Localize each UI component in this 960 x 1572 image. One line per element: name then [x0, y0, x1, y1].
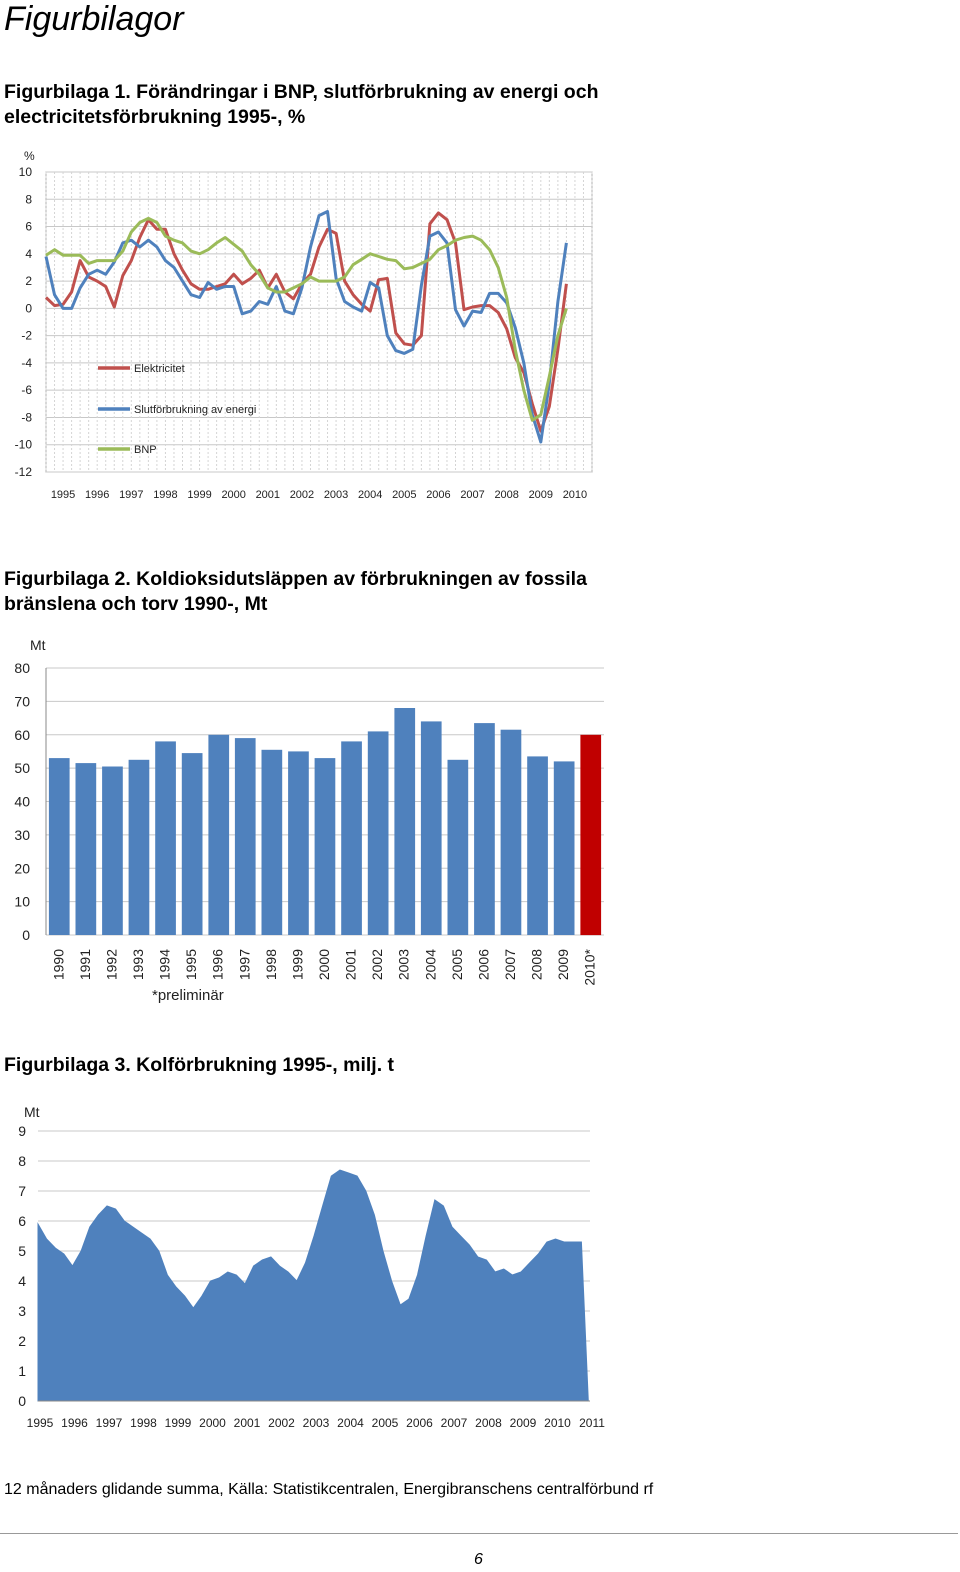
legend-label: Slutförbrukning av energi: [134, 404, 257, 416]
x-tick-label: 1995: [50, 489, 76, 501]
y-tick-label: 4: [18, 1273, 26, 1289]
y-tick-label: 2: [18, 1333, 26, 1349]
y-tick-label: -4: [21, 355, 32, 370]
figure2-bar-chart: [0, 630, 620, 1010]
figure2-caption-line2: bränslena och torv 1990-, Mt: [4, 593, 268, 615]
bar: [155, 741, 176, 935]
y-tick-label: 20: [14, 860, 30, 877]
y-tick-label: 2: [25, 274, 32, 289]
y-tick-label: 5: [18, 1243, 26, 1259]
bar: [262, 750, 283, 935]
page-number: 6: [474, 1551, 483, 1568]
x-tick-label: 2007: [440, 1416, 468, 1430]
x-tick-label: 1999: [289, 949, 306, 981]
y-tick-label: 6: [18, 1213, 26, 1229]
y-tick-label: 70: [14, 693, 30, 710]
x-tick-label: 2003: [302, 1416, 330, 1430]
x-tick-label: 2005: [371, 1416, 399, 1430]
y-tick-label: -2: [21, 328, 32, 343]
x-tick-label: 2009: [555, 949, 572, 981]
bar: [527, 756, 548, 935]
figure3-area-chart: [0, 1095, 620, 1440]
x-tick-label: 1997: [236, 949, 253, 981]
figure1-caption: [4, 80, 598, 130]
bar: [49, 758, 70, 935]
bar: [421, 721, 442, 935]
bar: [448, 760, 469, 935]
x-tick-label: 2004: [422, 949, 439, 981]
x-tick-label: 2008: [475, 1416, 502, 1430]
x-tick-label: 2002: [289, 489, 315, 501]
x-tick-label: 2003: [395, 949, 412, 981]
y-tick-label: 7: [18, 1183, 26, 1199]
y-tick-label: 80: [14, 660, 30, 676]
figure3-caption-line1: Figurbilaga 3. Kolförbrukning 1995-, milj. t: [4, 1054, 395, 1076]
x-tick-label: 2007: [502, 949, 518, 981]
x-tick-label: 2011: [579, 1416, 605, 1430]
x-tick-label: 2001: [233, 1416, 261, 1430]
x-tick-label: 2005: [448, 949, 465, 981]
bar: [235, 738, 256, 935]
y-tick-label: 50: [14, 760, 30, 777]
figure1-caption-line1: Figurbilaga 1. Förändringar i BNP, slutförbrukning av energi och: [4, 81, 599, 103]
x-tick-label: 2009: [528, 489, 554, 501]
x-tick-label: 1999: [187, 489, 212, 501]
y-axis-unit: %: [24, 149, 35, 163]
y-tick-label: 10: [14, 893, 30, 910]
x-tick-label: 1993: [130, 949, 146, 981]
x-tick-label: 2006: [426, 489, 451, 501]
figure2-caption-line1: Figurbilaga 2. Koldioksidutsläppen av förbrukningen av fossila: [4, 568, 587, 590]
figure2-caption: [4, 567, 587, 617]
x-tick-label: 2005: [392, 489, 417, 501]
chart-annotation: *preliminär: [152, 987, 224, 1004]
bar: [288, 751, 309, 935]
x-tick-label: 2000: [221, 489, 246, 501]
figure1-caption-line2: electricitetsförbrukning 1995-, %: [4, 106, 306, 128]
y-tick-label: 8: [18, 1153, 26, 1169]
x-tick-label: 1998: [130, 1416, 157, 1430]
x-tick-label: 2010*: [581, 949, 598, 986]
y-tick-label: 30: [14, 826, 30, 843]
x-tick-label: 2010: [562, 489, 588, 501]
x-tick-label: 1995: [26, 1416, 54, 1430]
y-tick-label: 9: [18, 1123, 26, 1139]
x-tick-label: 2009: [509, 1416, 537, 1430]
y-tick-label: -12: [14, 465, 32, 479]
bar: [474, 723, 495, 935]
x-tick-label: 2007: [460, 489, 485, 501]
legend-label: BNP: [134, 444, 157, 456]
y-tick-label: 0: [18, 1393, 26, 1409]
bar: [554, 761, 575, 935]
bar: [394, 708, 415, 935]
y-tick-label: 60: [14, 726, 30, 743]
y-tick-label: 3: [18, 1303, 26, 1319]
y-tick-label: -6: [21, 383, 32, 398]
footer-divider: [0, 1533, 958, 1534]
x-tick-label: 2002: [268, 1416, 295, 1430]
y-axis-unit: Mt: [24, 1104, 40, 1120]
footer-note: 12 månaders glidande summa, Källa: Statistikcentralen, Energibranschens centralförbund rf: [4, 1481, 654, 1498]
x-tick-label: 1996: [84, 489, 110, 501]
x-tick-label: 2004: [357, 489, 383, 501]
bar: [341, 741, 362, 935]
x-tick-label: 2006: [406, 1416, 433, 1430]
x-tick-label: 1998: [153, 489, 178, 501]
x-tick-label: 2000: [199, 1416, 226, 1430]
bar: [182, 753, 203, 935]
bar: [501, 730, 522, 935]
bar: [315, 758, 336, 935]
x-tick-label: 1998: [262, 949, 279, 981]
y-tick-label: 0: [22, 927, 30, 943]
x-tick-label: 1990: [50, 949, 67, 981]
figure3-caption: [4, 1053, 394, 1078]
x-tick-label: 1992: [103, 949, 120, 981]
x-tick-label: 1997: [95, 1416, 123, 1430]
x-tick-label: 2006: [475, 949, 492, 981]
x-tick-label: 2010: [544, 1416, 571, 1430]
x-tick-label: 1999: [164, 1416, 192, 1430]
y-axis-unit: Mt: [30, 637, 46, 653]
legend-label: Elektricitet: [134, 363, 185, 375]
x-tick-label: 2001: [255, 489, 281, 501]
y-tick-label: 6: [25, 219, 32, 234]
y-tick-label: -10: [14, 437, 32, 452]
x-tick-label: 1991: [76, 949, 93, 981]
y-tick-label: 10: [18, 165, 32, 179]
x-tick-label: 1997: [119, 489, 144, 501]
x-tick-label: 2004: [337, 1416, 364, 1430]
y-tick-label: 4: [25, 246, 32, 261]
x-tick-label: 1995: [183, 949, 200, 981]
x-tick-label: 1994: [156, 949, 173, 981]
x-tick-label: 2001: [342, 949, 359, 981]
y-tick-label: 0: [25, 301, 32, 316]
bar: [580, 735, 601, 935]
x-tick-label: 1996: [61, 1416, 88, 1430]
area-series: [38, 1170, 588, 1401]
figure1-line-chart: [0, 140, 620, 510]
bar: [102, 767, 123, 936]
x-tick-label: 2008: [494, 489, 519, 501]
x-tick-label: 2002: [369, 949, 386, 981]
y-tick-label: 8: [25, 192, 32, 207]
x-tick-label: 2003: [323, 489, 349, 501]
x-tick-label: 2008: [528, 949, 545, 981]
bar: [208, 735, 229, 935]
y-tick-label: -8: [21, 410, 32, 425]
x-tick-label: 1996: [209, 949, 226, 981]
bar: [368, 731, 389, 935]
x-tick-label: 2000: [316, 949, 332, 981]
page-heading: Figurbilagor: [4, 0, 184, 38]
bar: [76, 763, 97, 935]
y-tick-label: 1: [18, 1363, 26, 1379]
y-tick-label: 40: [14, 793, 30, 810]
bar: [129, 760, 150, 935]
